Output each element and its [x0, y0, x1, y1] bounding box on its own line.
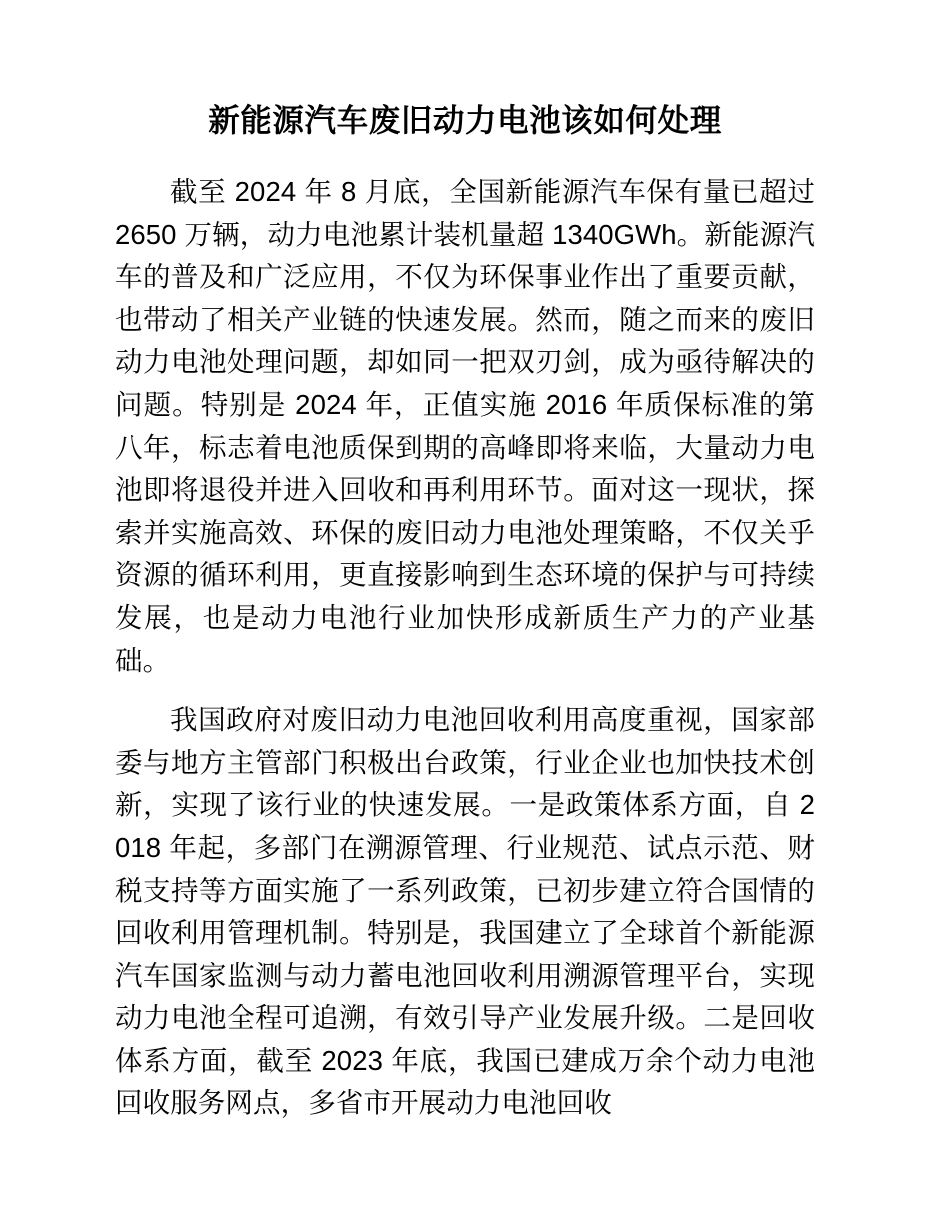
document-body: [115, 0, 815, 1125]
body-paragraph-1: 截至 2024 年 8 月底，全国新能源汽车保有量已超过 2650 万辆，动力电池累计装机量超 1340GWh。新能源汽车的普及和广泛应用，不仅为环保事业作出了重要贡献，也带动了相关产业链的快速发展。然而，随之而来的废旧动力电池处理问题，却如同一把双刃剑，成为亟待解决的问题。特别是 2024 年，正值实施 2016 年质保标准的第八年，标志着电池质保到期的高峰即将来临，大量动力电池即将退役并进入回收和再利用环节。面对这一现状，探索并实施高效、环保的废旧动力电池处理策略，不仅关乎资源的循环利用，更直接影响到生态环境的保护与可持续发展，也是动力电池行业加快形成新质生产力的产业基础。: [115, 176, 815, 676]
body-paragraph-2: 我国政府对废旧动力电池回收利用高度重视，国家部委与地方主管部门积极出台政策，行业企业也加快技术创新，实现了该行业的快速发展。一是政策体系方面，自 2018 年起，多部门在溯源管理、行业规范、试点示范、财税支持等方面实施了一系列政策，已初步建立符合国情的回收利用管理机制。特别是，我国建立了全球首个新能源汽车国家监测与动力蓄电池回收利用溯源管理平台，实现动力电池全程可追溯，有效引导产业发展升级。二是回收体系方面，截至 2023 年底，我国已建成万余个动力电池回收服务网点，多省市开展动力电池回收: [115, 704, 815, 1119]
page-title: 新能源汽车废旧动力电池该如何处理: [208, 102, 722, 138]
